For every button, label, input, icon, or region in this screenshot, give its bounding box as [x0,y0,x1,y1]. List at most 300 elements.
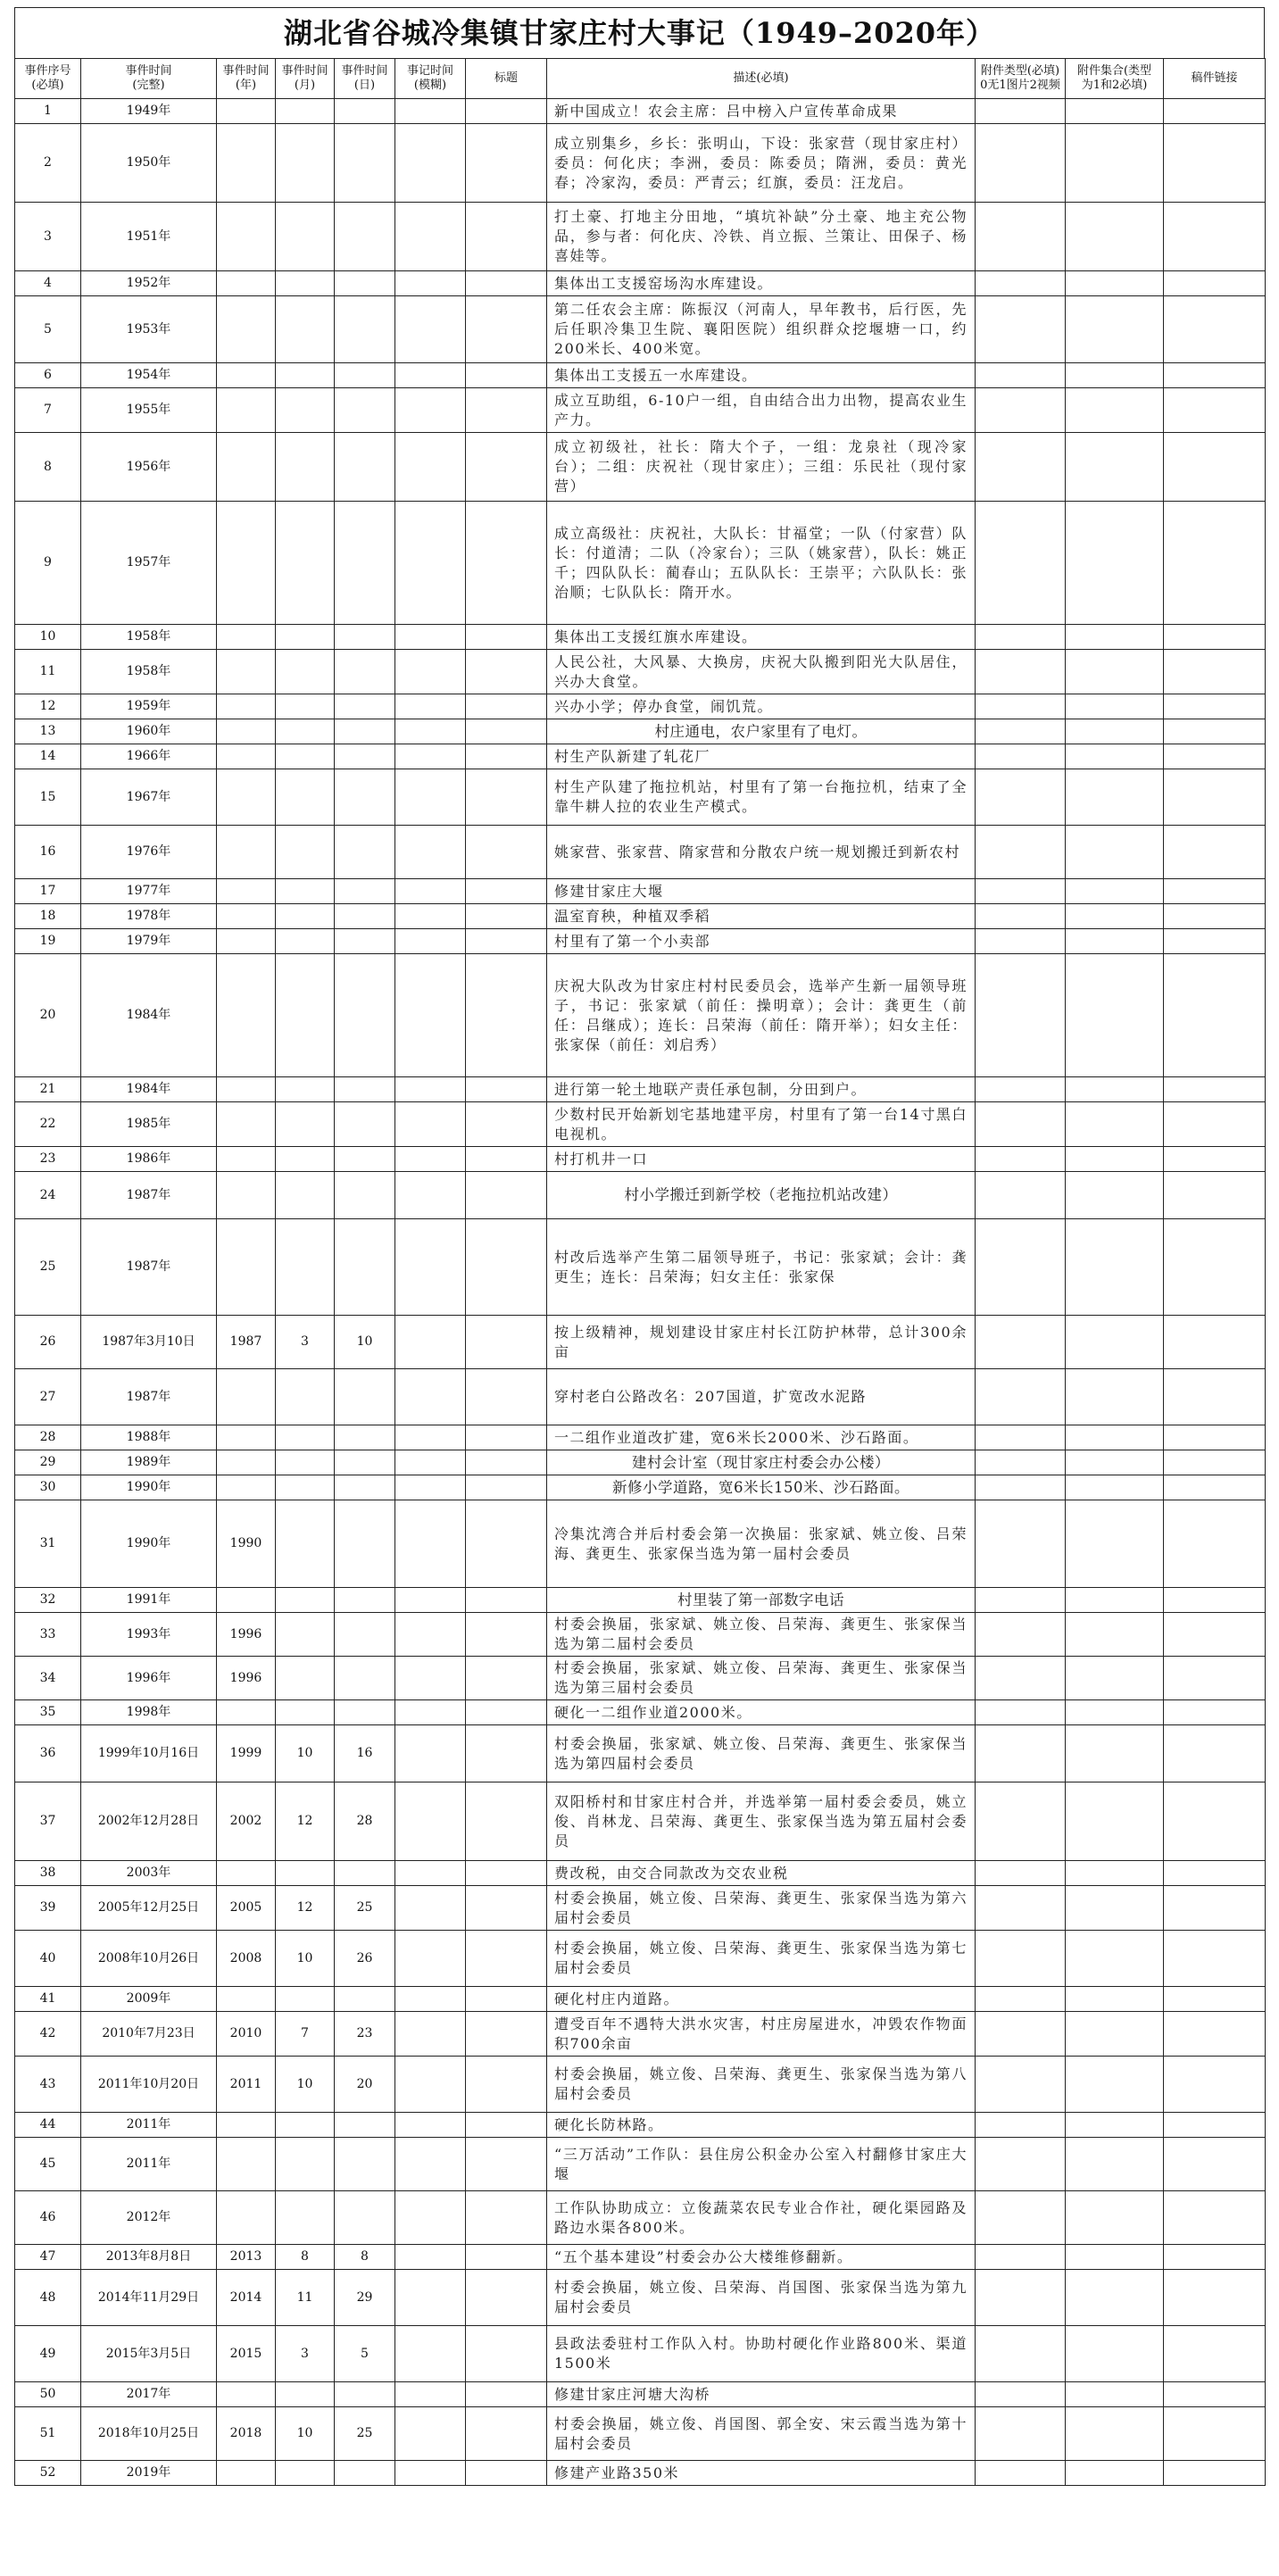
cell-attachment-set [1066,1450,1164,1475]
cell-event-no: 5 [15,296,81,363]
cell-description: 村生产队新建了轧花厂 [547,744,976,769]
cell-event-no: 41 [15,1987,81,2012]
cell-article-link [1164,744,1266,769]
table-row [15,826,1266,879]
cell-title [466,1782,547,1861]
cell-event-full-time: 1958年 [81,625,217,650]
cell-event-full-time: 2018年10月25日 [81,2407,217,2461]
cell-event-month [276,2191,335,2245]
table-row [15,744,1266,769]
cell-event-year [217,650,276,694]
cell-event-full-time: 2019年 [81,2461,217,2486]
cell-event-full-time: 2014年11月29日 [81,2270,217,2326]
cell-event-day: 25 [335,2407,395,2461]
cell-event-day [335,1475,395,1500]
cell-attachment-type [976,1613,1066,1657]
header-attachment-set: 附件集合(类型 为1和2必填) [1066,59,1164,99]
cell-event-year [217,2191,276,2245]
cell-event-no: 9 [15,502,81,625]
cell-event-year [217,694,276,719]
document-page [14,0,1265,2486]
cell-event-month: 8 [276,2245,335,2270]
cell-attachment-set [1066,879,1164,904]
cell-description: 修建产业路350米 [547,2461,976,2486]
cell-event-month: 12 [276,1782,335,1861]
cell-title [466,124,547,203]
cell-event-day: 20 [335,2057,395,2113]
cell-event-full-time: 1987年3月10日 [81,1316,217,1369]
cell-attachment-set [1066,2012,1164,2057]
table-row [15,650,1266,694]
cell-attachment-type [976,1931,1066,1987]
cell-attachment-type [976,99,1066,124]
cell-attachment-set [1066,650,1164,694]
table-row [15,1475,1266,1500]
cell-event-month [276,904,335,929]
cell-event-no: 40 [15,1931,81,1987]
cell-description: 修建甘家庄河塘大沟桥 [547,2382,976,2407]
cell-article-link [1164,2012,1266,2057]
cell-event-day [335,1102,395,1147]
cell-event-month [276,1425,335,1450]
cell-event-no: 22 [15,1102,81,1147]
cell-event-day [335,1147,395,1172]
cell-event-no: 37 [15,1782,81,1861]
cell-event-month [276,1861,335,1886]
cell-attachment-type [976,363,1066,388]
cell-event-year: 2005 [217,1886,276,1931]
cell-description: 打土豪、打地主分田地，“填坑补缺”分土豪、地主充公物品，参与者：何化庆、冷铁、肖立振、兰策让、田保子、杨喜娃等。 [547,203,976,271]
cell-attachment-type [976,2245,1066,2270]
cell-attachment-set [1066,2113,1164,2138]
cell-event-no: 13 [15,719,81,744]
cell-title [466,1700,547,1725]
cell-article-link [1164,904,1266,929]
cell-attachment-type [976,388,1066,433]
cell-event-day [335,1987,395,2012]
cell-attachment-set [1066,1700,1164,1725]
cell-title [466,1500,547,1588]
cell-fuzzy-time [395,1102,466,1147]
cell-event-month [276,1450,335,1475]
cell-event-full-time: 1993年 [81,1613,217,1657]
cell-attachment-type [976,1588,1066,1613]
events-table [14,58,1266,2486]
cell-attachment-type [976,124,1066,203]
table-row [15,99,1266,124]
cell-attachment-set [1066,769,1164,826]
header-fuzzy-time: 事记时间 (模糊) [395,59,466,99]
cell-event-no: 49 [15,2326,81,2382]
cell-event-month [276,744,335,769]
cell-event-year: 2011 [217,2057,276,2113]
cell-event-day: 29 [335,2270,395,2326]
cell-event-year: 2014 [217,2270,276,2326]
table-row [15,433,1266,502]
cell-event-month [276,1613,335,1657]
cell-description: 村委会换届，姚立俊、肖国图、郭全安、宋云霞当选为第十届村会委员 [547,2407,976,2461]
cell-description: 村庄通电，农户家里有了电灯。 [547,719,976,744]
cell-attachment-type [976,879,1066,904]
header-event-month: 事件时间 (月) [276,59,335,99]
cell-fuzzy-time [395,502,466,625]
cell-event-day [335,1657,395,1700]
cell-fuzzy-time [395,2245,466,2270]
cell-event-full-time: 1990年 [81,1500,217,1588]
cell-title [466,904,547,929]
cell-event-month [276,929,335,954]
cell-attachment-type [976,203,1066,271]
cell-event-month [276,296,335,363]
cell-attachment-set [1066,954,1164,1077]
cell-event-full-time: 1976年 [81,826,217,879]
cell-fuzzy-time [395,929,466,954]
cell-attachment-set [1066,124,1164,203]
cell-attachment-set [1066,388,1164,433]
table-row [15,1657,1266,1700]
cell-attachment-set [1066,99,1164,124]
cell-attachment-set [1066,929,1164,954]
cell-event-full-time: 1951年 [81,203,217,271]
cell-event-month [276,2113,335,2138]
cell-event-full-time: 1957年 [81,502,217,625]
cell-fuzzy-time [395,1725,466,1782]
cell-title [466,363,547,388]
cell-attachment-set [1066,1369,1164,1425]
cell-event-year: 2010 [217,2012,276,2057]
cell-event-year [217,1425,276,1450]
cell-event-year [217,2113,276,2138]
cell-fuzzy-time [395,2191,466,2245]
cell-event-no: 47 [15,2245,81,2270]
cell-event-year [217,1147,276,1172]
cell-title [466,1147,547,1172]
cell-event-day [335,1700,395,1725]
cell-attachment-set [1066,2245,1164,2270]
cell-attachment-set [1066,2382,1164,2407]
cell-title [466,929,547,954]
cell-event-day [335,625,395,650]
table-row [15,2113,1266,2138]
cell-event-month [276,1657,335,1700]
cell-fuzzy-time [395,625,466,650]
cell-event-day [335,1861,395,1886]
cell-attachment-set [1066,1077,1164,1102]
table-row [15,2270,1266,2326]
cell-attachment-type [976,1657,1066,1700]
cell-event-day [335,1613,395,1657]
cell-event-year [217,719,276,744]
cell-article-link [1164,2191,1266,2245]
cell-description: 村生产队建了拖拉机站，村里有了第一台拖拉机，结束了全靠牛耕人拉的农业生产模式。 [547,769,976,826]
cell-event-month [276,2382,335,2407]
cell-fuzzy-time [395,1147,466,1172]
cell-description: 费改税，由交合同款改为交农业税 [547,1861,976,1886]
cell-article-link [1164,694,1266,719]
cell-article-link [1164,1450,1266,1475]
cell-article-link [1164,2461,1266,2486]
cell-event-full-time: 1985年 [81,1102,217,1147]
cell-article-link [1164,769,1266,826]
cell-article-link [1164,203,1266,271]
table-row [15,1861,1266,1886]
table-row [15,1613,1266,1657]
cell-article-link [1164,1725,1266,1782]
cell-fuzzy-time [395,1700,466,1725]
table-row [15,1147,1266,1172]
cell-event-no: 6 [15,363,81,388]
cell-event-day: 23 [335,2012,395,2057]
cell-fuzzy-time [395,1475,466,1500]
cell-fuzzy-time [395,769,466,826]
cell-fuzzy-time [395,1782,466,1861]
cell-event-full-time: 1955年 [81,388,217,433]
cell-event-month [276,1077,335,1102]
cell-event-day [335,388,395,433]
cell-attachment-type [976,1725,1066,1782]
cell-event-month [276,879,335,904]
cell-article-link [1164,502,1266,625]
table-row [15,769,1266,826]
cell-article-link [1164,1931,1266,1987]
cell-description: 姚家营、张家营、隋家营和分散农户统一规划搬迁到新农村 [547,826,976,879]
cell-event-full-time: 1954年 [81,363,217,388]
cell-event-day [335,203,395,271]
cell-article-link [1164,1886,1266,1931]
cell-attachment-set [1066,1931,1164,1987]
cell-event-year [217,1369,276,1425]
cell-event-year [217,1172,276,1219]
cell-title [466,1861,547,1886]
cell-event-month [276,2461,335,2486]
cell-fuzzy-time [395,826,466,879]
cell-event-year: 2002 [217,1782,276,1861]
cell-article-link [1164,1613,1266,1657]
header-description: 描述(必填) [547,59,976,99]
header-row [15,59,1266,99]
cell-event-full-time: 1960年 [81,719,217,744]
cell-event-full-time: 2011年 [81,2138,217,2191]
table-row [15,1500,1266,1588]
cell-event-no: 52 [15,2461,81,2486]
cell-description: 村里装了第一部数字电话 [547,1588,976,1613]
cell-description: 硬化一二组作业道2000米。 [547,1700,976,1725]
cell-attachment-set [1066,433,1164,502]
cell-attachment-set [1066,1886,1164,1931]
cell-title [466,694,547,719]
cell-event-month [276,502,335,625]
cell-event-no: 31 [15,1500,81,1588]
table-row [15,1931,1266,1987]
cell-article-link [1164,954,1266,1077]
cell-fuzzy-time [395,1657,466,1700]
cell-article-link [1164,2326,1266,2382]
cell-event-year [217,1077,276,1102]
cell-event-day [335,1172,395,1219]
cell-article-link [1164,1172,1266,1219]
cell-event-no: 45 [15,2138,81,2191]
cell-event-day: 28 [335,1782,395,1861]
cell-event-no: 11 [15,650,81,694]
cell-description: 按上级精神，规划建设甘家庄村长江防护林带，总计300余亩 [547,1316,976,1369]
cell-attachment-set [1066,694,1164,719]
cell-title [466,954,547,1077]
cell-description: 硬化村庄内道路。 [547,1987,976,2012]
header-article-link: 稿件链接 [1164,59,1266,99]
cell-description: 村委会换届，张家斌、姚立俊、吕荣海、龚更生、张家保当选为第二届村会委员 [547,1613,976,1657]
cell-title [466,2270,547,2326]
cell-attachment-type [976,2138,1066,2191]
cell-event-no: 12 [15,694,81,719]
cell-event-no: 51 [15,2407,81,2461]
cell-attachment-set [1066,1725,1164,1782]
cell-event-month [276,124,335,203]
cell-description: 村委会换届，姚立俊、吕荣海、龚更生、张家保当选为第八届村会委员 [547,2057,976,2113]
cell-event-month [276,1500,335,1588]
cell-title [466,1987,547,2012]
cell-event-no: 7 [15,388,81,433]
cell-fuzzy-time [395,1316,466,1369]
cell-description: 建村会计室（现甘家庄村委会办公楼） [547,1450,976,1475]
cell-event-full-time: 1984年 [81,1077,217,1102]
cell-event-month: 10 [276,2057,335,2113]
cell-event-month [276,1102,335,1147]
cell-event-no: 29 [15,1450,81,1475]
cell-event-full-time: 1979年 [81,929,217,954]
cell-description: 成立互助组，6-10户一组，自由结合出力出物，提高农业生产力。 [547,388,976,433]
cell-event-no: 23 [15,1147,81,1172]
cell-event-no: 44 [15,2113,81,2138]
cell-attachment-type [976,2012,1066,2057]
cell-attachment-type [976,1475,1066,1500]
table-row [15,1425,1266,1450]
cell-title [466,769,547,826]
table-row [15,1172,1266,1219]
cell-description: 村打机井一口 [547,1147,976,1172]
cell-description: 集体出工支援红旗水库建设。 [547,625,976,650]
cell-fuzzy-time [395,2113,466,2138]
cell-event-day [335,2382,395,2407]
cell-event-month [276,650,335,694]
cell-title [466,1475,547,1500]
cell-event-year [217,433,276,502]
cell-event-day [335,1425,395,1450]
cell-event-full-time: 2011年10月20日 [81,2057,217,2113]
cell-event-month [276,433,335,502]
cell-description: 修建甘家庄大堰 [547,879,976,904]
cell-description: “五个基本建设”村委会办公大楼维修翻新。 [547,2245,976,2270]
cell-title [466,2382,547,2407]
cell-event-year [217,363,276,388]
cell-attachment-type [976,904,1066,929]
cell-fuzzy-time [395,1219,466,1316]
cell-fuzzy-time [395,879,466,904]
cell-event-day: 25 [335,1886,395,1931]
cell-event-day [335,2461,395,2486]
cell-event-no: 50 [15,2382,81,2407]
cell-event-full-time: 2015年3月5日 [81,2326,217,2382]
cell-event-day [335,694,395,719]
cell-event-full-time: 1949年 [81,99,217,124]
cell-event-year [217,1102,276,1147]
cell-fuzzy-time [395,650,466,694]
cell-event-no: 39 [15,1886,81,1931]
cell-title [466,433,547,502]
document-title: 湖北省谷城冷集镇甘家庄村大事记（1949–2020年） [14,7,1265,58]
table-row [15,904,1266,929]
cell-attachment-set [1066,296,1164,363]
cell-fuzzy-time [395,2382,466,2407]
table-row [15,1725,1266,1782]
cell-event-day [335,502,395,625]
cell-event-month [276,363,335,388]
cell-attachment-type [976,2057,1066,2113]
cell-event-year [217,99,276,124]
cell-event-day [335,124,395,203]
cell-event-full-time: 2011年 [81,2113,217,2138]
cell-event-day [335,1077,395,1102]
cell-event-day: 8 [335,2245,395,2270]
cell-event-year: 2008 [217,1931,276,1987]
cell-title [466,2245,547,2270]
cell-event-month [276,1588,335,1613]
cell-title [466,2407,547,2461]
cell-attachment-type [976,2326,1066,2382]
cell-attachment-set [1066,1613,1164,1657]
cell-attachment-set [1066,826,1164,879]
cell-title [466,2138,547,2191]
cell-title [466,1450,547,1475]
cell-article-link [1164,2245,1266,2270]
cell-attachment-set [1066,1147,1164,1172]
cell-event-no: 3 [15,203,81,271]
cell-attachment-set [1066,1475,1164,1500]
cell-event-full-time: 1977年 [81,879,217,904]
cell-description: 村委会换届，张家斌、姚立俊、吕荣海、龚更生、张家保当选为第四届村会委员 [547,1725,976,1782]
cell-event-month [276,388,335,433]
cell-article-link [1164,2057,1266,2113]
cell-description: 工作队协助成立：立俊蔬菜农民专业合作社，硬化渠园路及路边水渠各800米。 [547,2191,976,2245]
cell-fuzzy-time [395,1931,466,1987]
cell-fuzzy-time [395,363,466,388]
cell-event-day [335,769,395,826]
cell-article-link [1164,1588,1266,1613]
cell-description: 新中国成立！农会主席：吕中榜入户宣传革命成果 [547,99,976,124]
cell-attachment-type [976,1147,1066,1172]
header-attachment-type: 附件类型(必填) 0无1图片2视频 [976,59,1066,99]
cell-fuzzy-time [395,1613,466,1657]
cell-article-link [1164,124,1266,203]
cell-event-day [335,271,395,296]
cell-event-full-time: 1984年 [81,954,217,1077]
cell-event-year [217,1450,276,1475]
cell-attachment-set [1066,1657,1164,1700]
cell-fuzzy-time [395,1369,466,1425]
cell-event-no: 36 [15,1725,81,1782]
cell-attachment-set [1066,1102,1164,1147]
cell-title [466,2057,547,2113]
cell-event-day [335,1450,395,1475]
cell-event-full-time: 2002年12月28日 [81,1782,217,1861]
cell-event-day [335,363,395,388]
cell-event-month: 3 [276,1316,335,1369]
cell-event-year [217,879,276,904]
cell-event-day [335,929,395,954]
cell-article-link [1164,99,1266,124]
cell-event-month [276,1369,335,1425]
cell-description: 成立初级社，社长：隋大个子，一组：龙泉社（现冷家台）；二组：庆祝社（现甘家庄）；三组：乐民社（现付家营） [547,433,976,502]
cell-event-month [276,1172,335,1219]
